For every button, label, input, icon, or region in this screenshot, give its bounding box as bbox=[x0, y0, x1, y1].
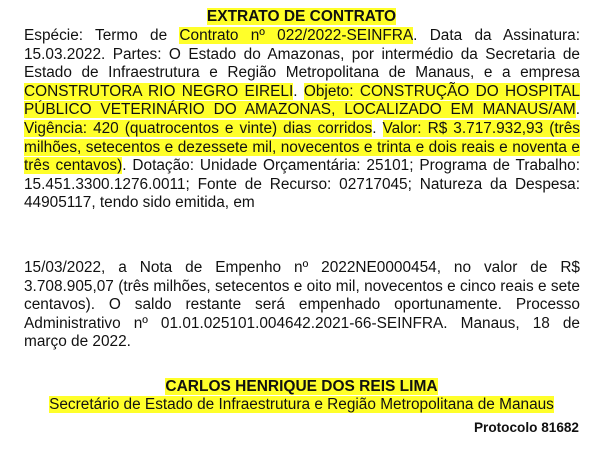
validity-highlight: Vigência: 420 (quatrocentos e vinte) dias corridos bbox=[24, 119, 373, 137]
contract-number-highlight: Contrato nº 022/2022-SEINFRA bbox=[179, 27, 414, 44]
text-segment: . Data da Assinatura: 15.03.2022. Partes: O Estado do Amazonas, por intermédio da Secretaria de Estado de Infraestrutura e Região Metropolitana de Manaus, e a empresa bbox=[24, 27, 580, 82]
empenho-paragraph: 15/03/2022, a Nota de Empenho nº 2022NE0000454, no valor de R$ 3.708.905,07 (três milhões, setecentos e oito mil, novecentos e cinco reais e sete centavos). O saldo restante será empenhado oportunamente. Processo Administrativo nº 01.01.025101.004642.2021-66-SEINFRA. Manaus, 18 de março de 2022. bbox=[24, 259, 580, 351]
object-highlight: Objeto: CONSTRUÇÃO DO HOSPITAL PÚBLICO VETERINÁRIO DO AMAZONAS, LOCALIZADO EM MANAUS/AM bbox=[24, 82, 580, 119]
text-segment: . Dotação: Unidade Orçamentária: 25101; Programa de Trabalho: 15.451.3300.1276.0011; Fonte de Recurso: 02717045; Natureza da Despesa: 44905117, tendo sido emitida, em bbox=[24, 157, 580, 212]
text-segment: . bbox=[293, 82, 304, 100]
value-highlight: Valor: R$ 3.717.932,93 (três milhões, setecentos e dezessete mil, novecentos e trinta e dois reais e noventa e três centavos) bbox=[24, 119, 580, 175]
document-title bbox=[0, 8, 603, 26]
text-segment: . bbox=[575, 101, 580, 119]
signatory-name bbox=[0, 378, 603, 396]
title-highlight: EXTRATO DE CONTRATO bbox=[206, 8, 397, 25]
contract-paragraph bbox=[24, 27, 580, 213]
signatory-role bbox=[0, 396, 603, 414]
signatory-name-highlight: CARLOS HENRIQUE DOS REIS LIMA bbox=[165, 378, 438, 395]
text-segment: . bbox=[372, 119, 383, 137]
signatory-role-highlight: Secretário de Estado de Infraestrutura e Região Metropolitana de Manaus bbox=[49, 396, 554, 413]
text-segment: Espécie: Termo de bbox=[24, 27, 180, 44]
protocol-number: Protocolo 81682 bbox=[473, 420, 579, 435]
company-highlight: CONSTRUTORA RIO NEGRO EIRELI bbox=[24, 82, 294, 100]
